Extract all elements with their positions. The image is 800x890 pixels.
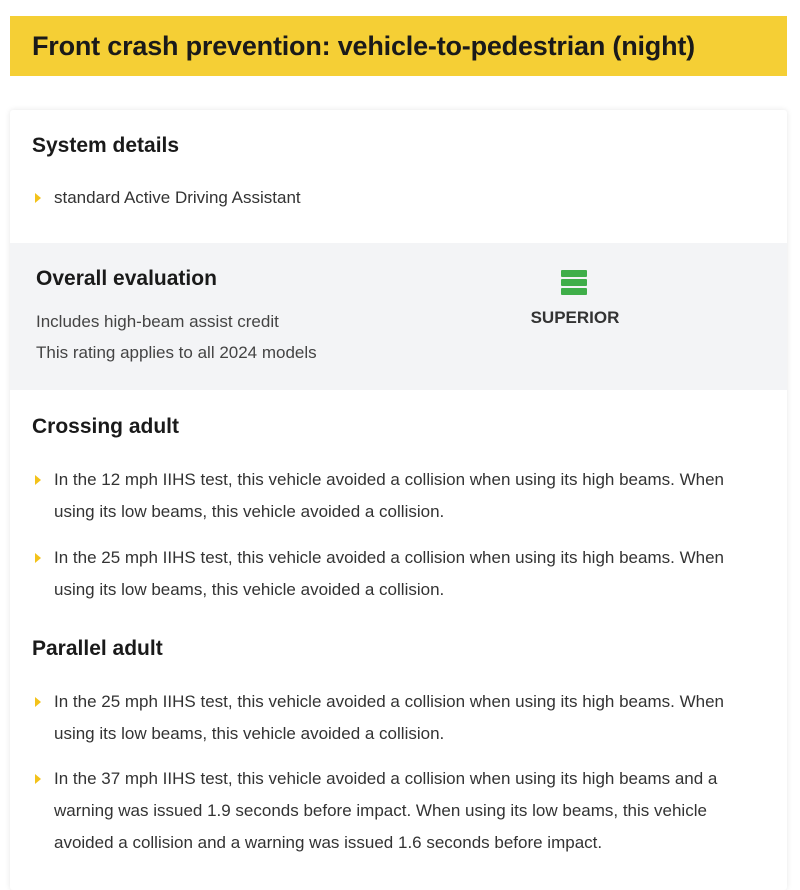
rating-label: SUPERIOR — [530, 308, 620, 327]
rating-card — [10, 110, 787, 890]
page-header — [10, 16, 787, 76]
bullet-arrow-icon — [35, 193, 41, 203]
overall-note: This rating applies to all 2024 models — [36, 343, 317, 362]
overall-note: Includes high-beam assist credit — [36, 312, 279, 331]
list-item: In the 37 mph IIHS test, this vehicle avoided a collision when using its high beams and a warning was issued 1.9 seconds before impact. When using its low beams, this vehicle avoided a collision and a warning was issued 1.6 seconds before impact. — [32, 763, 767, 859]
bullet-arrow-icon — [35, 774, 41, 784]
crossing-adult-title: Crossing adult — [32, 415, 180, 438]
overall-evaluation-title: Overall evaluation — [36, 267, 217, 290]
list-item: In the 25 mph IIHS test, this vehicle avoided a collision when using its high beams. When using its low beams, this vehicle avoided a collision. — [32, 686, 767, 750]
system-details-title: System details — [32, 134, 180, 157]
parallel-adult-title: Parallel adult — [32, 637, 163, 660]
page-title: Front crash prevention: vehicle-to-pedestrian (night) — [32, 30, 695, 61]
overall-evaluation-panel — [10, 243, 787, 390]
bullet-arrow-icon — [35, 475, 41, 485]
list-item: In the 12 mph IIHS test, this vehicle avoided a collision when using its high beams. When using its low beams, this vehicle avoided a collision. — [32, 464, 767, 528]
bullet-arrow-icon — [35, 697, 41, 707]
list-item: In the 25 mph IIHS test, this vehicle avoided a collision when using its high beams. When using its low beams, this vehicle avoided a collision. — [32, 542, 767, 606]
three-bars-icon — [561, 270, 587, 295]
bullet-arrow-icon — [35, 553, 41, 563]
list-item: standard Active Driving Assistant — [32, 182, 767, 214]
